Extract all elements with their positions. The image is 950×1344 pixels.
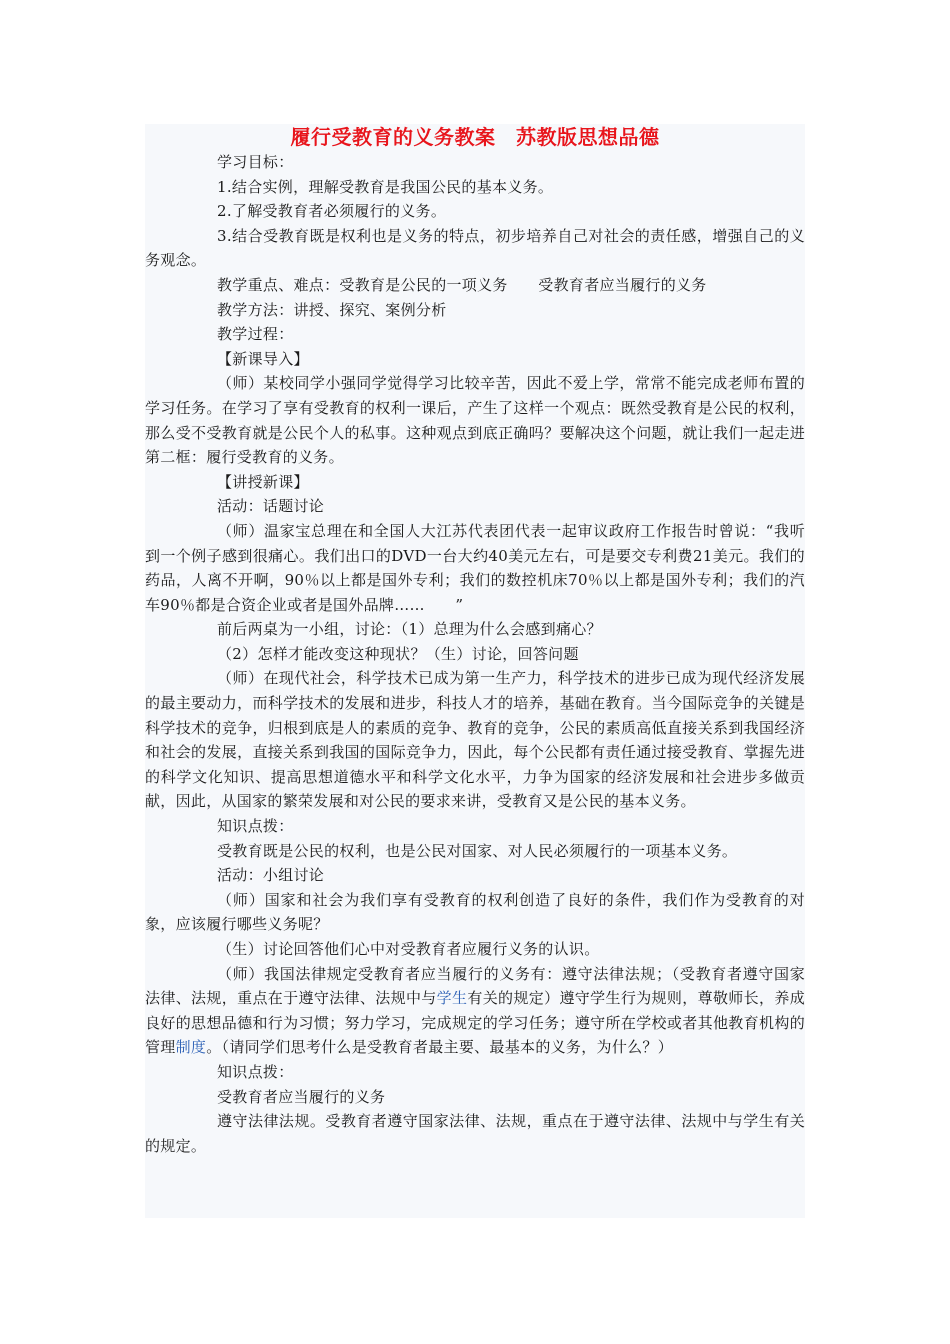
legal-duties-text-3: 。（请同学们思考什么是受教育者最主要、最基本的义务，为什么？）: [206, 1038, 674, 1057]
discussion-question-2: （2）怎样才能改变这种现状？（生）讨论，回答问题: [217, 644, 579, 663]
knowledge-tip-1: 受教育既是公民的权利，也是公民对国家、对人民必须履行的一项基本义务。: [217, 841, 738, 860]
objective-2: 2.了解受教育者必须履行的义务。: [217, 202, 447, 221]
document-page: [145, 124, 805, 1218]
teacher-question-paragraph: （师）国家和社会为我们享有受教育的权利创造了良好的条件，我们作为受教育的对象，应该履行哪些义务呢？: [145, 890, 805, 934]
knowledge-tip-heading-1: 知识点拨：: [217, 817, 294, 836]
legal-duties-text-1: （师）我国法律规定受教育者应当履行的义务有：遵守法律法规；（受教育者遵守国家法律、法规，重点在于遵守法律、法规中与: [145, 964, 805, 1008]
teaching-methods: 教学方法：讲授、探究、案例分析: [217, 300, 447, 319]
section-new-lesson-heading: 【讲授新课】: [217, 472, 309, 491]
link-system[interactable]: 制度: [175, 1038, 207, 1057]
discussion-question-1: 前后两桌为一小组，讨论：（1）总理为什么会感到痛心？: [217, 620, 602, 639]
premier-quote-paragraph: （师）温家宝总理在和全国人大江苏代表团代表一起审议政府工作报告时曾说：“我听到一个例子感到很痛心。我们出口的DVD一台大约40美元左右，可是要交专利费21美元。我们的药品，人离不开啊，90％以上都是国外专利；我们的数控机床70％以上都是国外专利；我们的汽车90％都是合资企业或者是国外品牌…… ”: [145, 521, 805, 614]
student-answer-paragraph: （生）讨论回答他们心中对受教育者应履行义务的认识。: [217, 940, 600, 958]
document-body: [145, 150, 805, 1158]
activity-topic-discussion: 活动：话题讨论: [217, 497, 325, 516]
knowledge-tip-2-body: 遵守法律法规。受教育者遵守国家法律、法规，重点在于遵守法律、法规中与学生有关的规定。: [145, 1112, 805, 1155]
section-intro-heading: 【新课导入】: [217, 349, 309, 368]
knowledge-tip-2-title: 受教育者应当履行的义务: [217, 1087, 386, 1106]
teaching-process-heading: 教学过程：: [217, 325, 294, 344]
legal-duties-text-2: 有关的规定）遵守学生行为规则，尊敬师长，养成良好的思想品德和行为习惯；努力学习，完成规定的学习任务；遵守所在学校或者其他教育机构的管理: [145, 989, 806, 1057]
key-points: 教学重点、难点：受教育是公民的一项义务 受教育者应当履行的义务: [217, 275, 707, 294]
activity-group-discussion: 活动：小组讨论: [217, 866, 325, 885]
objective-3: 3.结合受教育既是权利也是义务的特点，初步培养自己对社会的责任感，增强自己的义务观念。: [145, 226, 805, 270]
teacher-explanation-paragraph: （师）在现代社会，科学技术已成为第一生产力，科学技术的进步已成为现代经济发展的最主要动力，而科学技术的发展和进步，科技人才的培养，基础在教育。当今国际竞争的关键是科学技术的竞争，归根到底是人的素质的竞争、教育的竞争，公民的素质高低直接关系到我国经济和社会的发展，直接关系到我国的国际竞争力，因此，每个公民都有责任通过接受教育、掌握先进的科学文化知识、提高思想道德水平和科学文化水平，力争为国家的经济发展和社会进步多做贡献，因此，从国家的繁荣发展和对公民的要求来讲，受教育又是公民的基本义务。: [145, 669, 805, 811]
knowledge-tip-heading-2: 知识点拨：: [217, 1062, 294, 1081]
legal-duties-paragraph: [145, 962, 805, 1060]
objective-1: 1.结合实例，理解受教育是我国公民的基本义务。: [217, 177, 554, 196]
link-student[interactable]: 学生: [436, 989, 468, 1008]
objectives-heading: 学习目标：: [217, 153, 294, 171]
intro-paragraph: （师）某校同学小强同学觉得学习比较辛苦，因此不爱上学，常常不能完成老师布置的学习任务。在学习了享有受教育的权利一课后，产生了这样一个观点：既然受教育是公民的权利，那么受不受教育就是公民个人的私事。这种观点到底正确吗？要解决这个问题，就让我们一起走进第二框：履行受教育的义务。: [145, 374, 805, 467]
document-title: 履行受教育的义务教案 苏教版思想品德: [290, 125, 660, 149]
